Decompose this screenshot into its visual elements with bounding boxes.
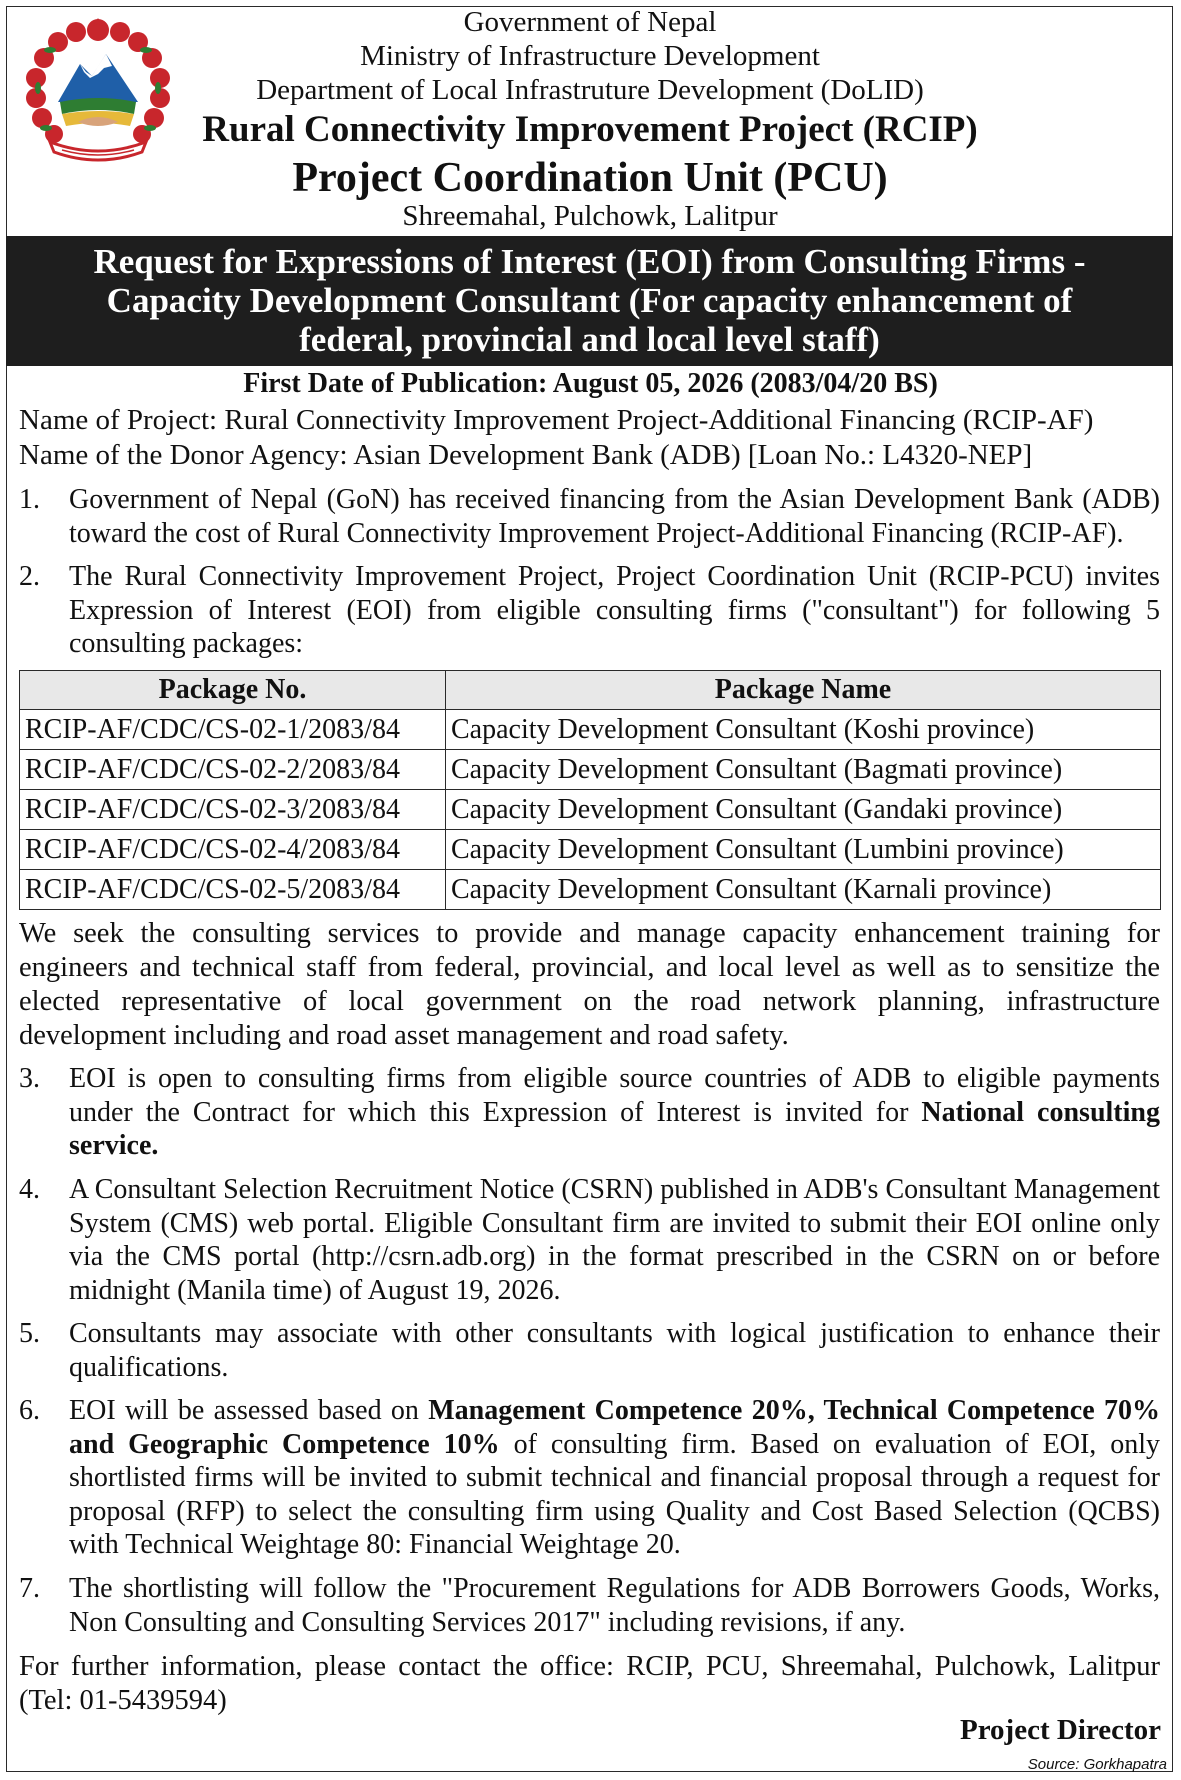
item-number: 4. xyxy=(19,1174,40,1205)
services-paragraph: We seek the consulting services to provide and manage capacity enhancement training for engineers and technical staff from federal, provincial, and local level as well as to sensitize the elected representative of local government on the road network planning, infrastructure development including and road asset management and road safety. xyxy=(19,918,1160,1051)
banner-line-2: Capacity Development Consultant (For capacity enhancement of xyxy=(106,281,1073,320)
item-text xyxy=(69,1394,1160,1562)
donor-agency: Name of the Donor Agency: Asian Development Bank (ADB) [Loan No.: L4320-NEP] xyxy=(19,439,1033,471)
package-no-cell: RCIP-AF/CDC/CS-02-5/2083/84 xyxy=(20,870,446,910)
item-text: The shortlisting will follow the "Procurement Regulations for ADB Borrowers Goods, Works, Non Consulting and Consulting Services 2017" including revisions, if any. xyxy=(69,1573,1160,1638)
packages-table xyxy=(19,670,1161,910)
item-text: A Consultant Selection Recruitment Notice (CSRN) published in ADB's Consultant Management System (CMS) web portal. Eligible Consultant firm are invited to submit their EOI online only via the CMS portal (http://csrn.adb.org) in the format prescribed in the CSRN on or before midnight (Manila time) of August 19, 2026. xyxy=(69,1174,1160,1306)
item-text xyxy=(69,1062,1160,1163)
header-location: Shreemahal, Pulchowk, Lalitpur xyxy=(402,200,778,232)
item-text-regular: of consulting firm. Based on evaluation of EOI, only shortlisted firms will be invited to submit technical and financial proposal through a request for proposal (RFP) to select the consulting firm using Quality and Cost Based Selection (QCBS) with Technical Weightage 80: Financial Weightage 20. xyxy=(69,1428,1160,1560)
eoi-title-banner xyxy=(6,236,1173,366)
package-name-cell: Capacity Development Consultant (Koshi province) xyxy=(446,710,1161,750)
banner-line-1: Request for Expressions of Interest (EOI) from Consulting Firms - xyxy=(93,242,1086,281)
item-text-bold: Management Competence 20%, Technical Competence 70% and Geographic Competence 10% xyxy=(69,1395,1160,1460)
item-text-bold: National consulting service. xyxy=(69,1096,1160,1161)
item-text-regular: EOI will be assessed based on xyxy=(69,1395,429,1426)
item-text-regular: EOI is open to consulting firms from eligible source countries of ADB to eligible payments under the Contract for which this Expression of Interest is invited for xyxy=(69,1063,1160,1128)
package-name-cell: Capacity Development Consultant (Gandaki province) xyxy=(446,790,1161,830)
banner-line-3: federal, provincial and local level staff) xyxy=(299,320,880,359)
table-row xyxy=(20,870,1161,910)
item-number: 7. xyxy=(19,1573,40,1604)
item-number: 5. xyxy=(19,1318,40,1349)
package-no-cell: RCIP-AF/CDC/CS-02-4/2083/84 xyxy=(20,830,446,870)
signature: Project Director xyxy=(960,1714,1161,1746)
item-text: Consultants may associate with other consultants with logical justification to enhance their qualifications. xyxy=(69,1318,1160,1383)
project-name: Name of Project: Rural Connectivity Improvement Project-Additional Financing (RCIP-AF) xyxy=(19,404,1094,436)
header-unit: Project Coordination Unit (PCU) xyxy=(292,155,888,201)
contact-info: For further information, please contact the office: RCIP, PCU, Shreemahal, Pulchowk, Lalitpur (Tel: 01-5439594) xyxy=(19,1651,1160,1716)
item-text: The Rural Connectivity Improvement Project, Project Coordination Unit (RCIP-PCU) invites Expression of Interest (EOI) from eligible consulting firms ("consultant") for following 5 consulting packages: xyxy=(69,561,1160,659)
item-text: Government of Nepal (GoN) has received financing from the Asian Development Bank (ADB) toward the cost of Rural Connectivity Improvement Project-Additional Financing (RCIP-AF). xyxy=(69,484,1160,549)
package-name-cell: Capacity Development Consultant (Karnali province) xyxy=(446,870,1161,910)
table-row xyxy=(20,750,1161,790)
package-no-cell: RCIP-AF/CDC/CS-02-2/2083/84 xyxy=(20,750,446,790)
package-no-cell: RCIP-AF/CDC/CS-02-1/2083/84 xyxy=(20,710,446,750)
table-header-row xyxy=(20,671,1161,710)
item-number: 2. xyxy=(19,561,40,592)
table-row xyxy=(20,790,1161,830)
header-government: Government of Nepal xyxy=(463,6,717,38)
package-name-cell: Capacity Development Consultant (Lumbini province) xyxy=(446,830,1161,870)
item-number: 1. xyxy=(19,484,40,515)
table-row xyxy=(20,830,1161,870)
item-number: 3. xyxy=(19,1063,40,1094)
header-ministry: Ministry of Infrastructure Development xyxy=(360,40,820,72)
publication-date: First Date of Publication: August 05, 2026 (2083/04/20 BS) xyxy=(243,368,938,399)
header-project: Rural Connectivity Improvement Project (RCIP) xyxy=(202,109,978,150)
header-department: Department of Local Infrastruture Development (DoLID) xyxy=(256,74,924,106)
item-number: 6. xyxy=(19,1395,40,1426)
package-name-cell: Capacity Development Consultant (Bagmati province) xyxy=(446,750,1161,790)
column-header-package-name: Package Name xyxy=(446,671,1161,710)
package-no-cell: RCIP-AF/CDC/CS-02-3/2083/84 xyxy=(20,790,446,830)
source-credit: Source: Gorkhapatra xyxy=(1027,1756,1167,1773)
table-row xyxy=(20,710,1161,750)
column-header-package-no: Package No. xyxy=(20,671,446,710)
